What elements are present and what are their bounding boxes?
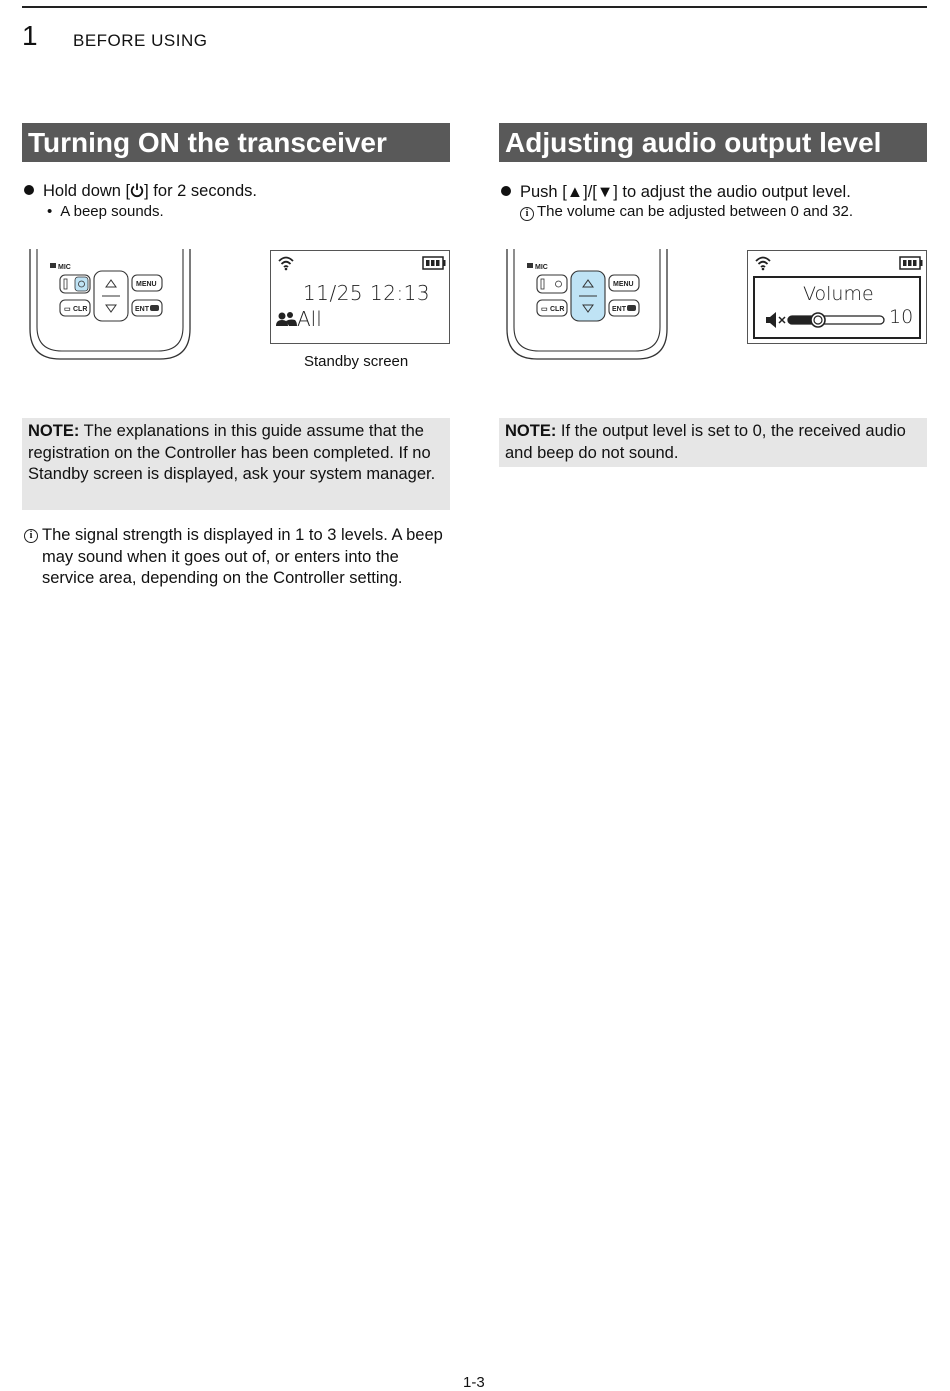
battery-icon	[422, 256, 446, 270]
lcd-group: All	[297, 307, 322, 331]
transceiver-power-illustration	[28, 249, 192, 361]
ent-label: ENT	[612, 306, 626, 313]
signal-info-text: The signal strength is displayed in 1 to 3 levels. A beep may sound when it goes out of, or enters into the service area, depending on the Controller setting.	[42, 526, 443, 587]
volume-bullet	[501, 183, 851, 202]
volume-range-text: The volume can be adjusted between 0 and 32.	[537, 203, 854, 220]
battery-icon	[899, 256, 923, 270]
right-note	[499, 418, 927, 467]
chapter-title: BEFORE USING	[73, 31, 208, 50]
group-icon	[276, 311, 298, 327]
bullet-text-suffix: ] for 2 seconds.	[144, 182, 257, 200]
bullet-text-prefix: Hold down [	[43, 182, 131, 200]
mic-label: MIC	[58, 264, 71, 271]
volume-bullet-text: Push [▲]/[▼] to adjust the audio output level.	[520, 183, 851, 201]
volume-screen	[747, 250, 927, 344]
power-icon	[130, 182, 144, 198]
volume-range-info	[520, 203, 853, 221]
beep-sub-point: • A beep sounds.	[47, 203, 164, 220]
clr-label: CLR	[550, 306, 565, 313]
note-text: The explanations in this guide assume that the registration on the Controller has been completed. If no Standby screen is displayed, ask your system manager.	[28, 422, 436, 483]
lcd-datetime: 11/25 12:13	[303, 281, 431, 305]
signal-strength-icon	[277, 255, 295, 271]
mic-label: MIC	[535, 264, 548, 271]
chapter-number: 1	[22, 20, 38, 51]
volume-label: Volume	[803, 283, 874, 305]
power-bullet	[24, 182, 257, 201]
bullet-dot	[24, 185, 34, 195]
svg-text:▭: ▭	[64, 306, 71, 313]
note-label: NOTE:	[28, 422, 80, 440]
note-text: If the output level is set to 0, the received audio and beep do not sound.	[505, 422, 906, 462]
ent-label: ENT	[135, 306, 149, 313]
info-icon: i	[24, 529, 38, 543]
menu-label: MENU	[136, 281, 157, 288]
svg-text:▭: ▭	[541, 306, 548, 313]
standby-caption: Standby screen	[304, 353, 409, 370]
signal-strength-icon	[754, 255, 772, 271]
section-heading-audio: Adjusting audio output level	[499, 123, 927, 162]
signal-info	[24, 525, 444, 590]
power-button-highlight	[75, 277, 88, 291]
bullet-dot	[501, 186, 511, 196]
note-label: NOTE:	[505, 422, 557, 440]
menu-label: MENU	[613, 281, 634, 288]
volume-dialog	[753, 276, 921, 339]
transceiver-volume-illustration	[505, 249, 669, 361]
left-note	[22, 418, 450, 510]
page-number: 1-3	[463, 1374, 485, 1391]
volume-slider	[787, 312, 887, 328]
sub-point-text: A beep sounds.	[60, 203, 164, 220]
speaker-icon	[765, 310, 787, 330]
info-icon: i	[520, 207, 534, 221]
section-heading-turning-on: Turning ON the transceiver	[22, 123, 450, 162]
volume-value: 10	[889, 306, 914, 328]
top-rule	[22, 6, 927, 8]
clr-label: CLR	[73, 306, 88, 313]
standby-screen	[270, 250, 450, 344]
